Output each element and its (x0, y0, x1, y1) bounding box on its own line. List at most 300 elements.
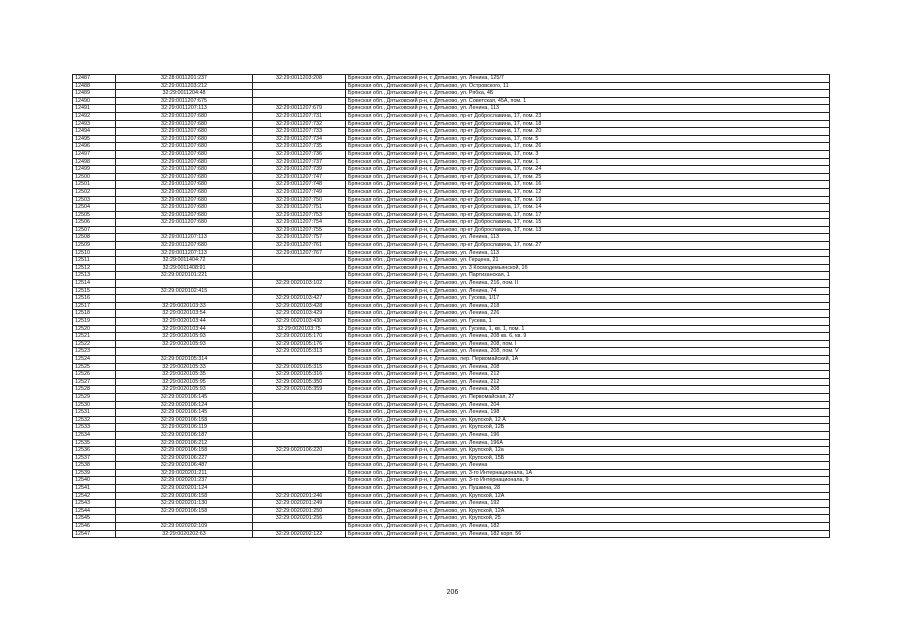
table-row (73, 409, 830, 417)
row-number-cell: 12487 (73, 75, 116, 83)
row-number-cell: 12488 (73, 82, 116, 90)
row-number-cell: 12499 (73, 166, 116, 174)
address-cell: Брянская обл., Дятьковский р-н, г. Дятьково, ул. Ленина, 125/7 (346, 75, 830, 83)
cadastral-number-cell: 32:29:0020202:63 (116, 530, 253, 538)
object-number-cell: 32:29:0020201:256 (253, 515, 346, 523)
address-cell: Брянская обл., Дятьковский р-н, г. Дятьково, пр-кт Доброславина, 17, пом. 16 (346, 181, 830, 189)
table-row (73, 393, 830, 401)
table-row (73, 515, 830, 523)
cadastral-number-cell: 32:29:0011404:72 (116, 257, 253, 265)
address-cell: Брянская обл., Дятьковский р-н, г. Дятьково, пр-кт Доброславина, 17, пом. 18 (346, 120, 830, 128)
cadastral-number-cell: 32:29:0011207:680 (116, 120, 253, 128)
table-row (73, 439, 830, 447)
cadastral-number-cell: 32:29:0020106:187 (116, 431, 253, 439)
row-number-cell: 12528 (73, 386, 116, 394)
table-row (73, 454, 830, 462)
cadastral-number-cell: 32:29:0020105:35 (116, 371, 253, 379)
row-number-cell: 12491 (73, 105, 116, 113)
table-row (73, 188, 830, 196)
object-number-cell: 32:29:0011207:767 (253, 249, 346, 257)
cadastral-number-cell: 32:29:0011207:113 (116, 234, 253, 242)
row-number-cell: 12516 (73, 295, 116, 303)
table-row (73, 226, 830, 234)
address-cell: Брянская обл., Дятьковский р-н, г. Дятьково, ул. Ленина, 113 (346, 234, 830, 242)
object-number-cell: 32:29:0020201:249 (253, 500, 346, 508)
table-row (73, 135, 830, 143)
address-cell: Брянская обл., Дятьковский р-н, г. Дятьково, ул. Крупской, 12А (346, 492, 830, 500)
address-cell: Брянская обл., Дятьковский р-н, г. Дятьково, ул. Ленина (346, 462, 830, 470)
object-number-cell: 32:29:0011207:757 (253, 234, 346, 242)
table-row (73, 469, 830, 477)
cadastral-number-cell: 32:29:0020106:119 (116, 424, 253, 432)
object-number-cell: 32:29:0020106:220 (253, 447, 346, 455)
object-number-cell (253, 264, 346, 272)
registry-table-body (73, 75, 830, 538)
cadastral-number-cell: 32:29:0020105:33 (116, 363, 253, 371)
address-cell: Брянская обл., Дятьковский р-н, г. Дятьково, ул. Ленина, 196А (346, 439, 830, 447)
row-number-cell: 12509 (73, 242, 116, 250)
address-cell: Брянская обл., Дятьковский р-н, г. Дятьково, ул. Ленина, 208, пом. I (346, 340, 830, 348)
cadastral-number-cell: 32:29:0011207:113 (116, 249, 253, 257)
object-number-cell: 32:29:0011207:731 (253, 112, 346, 120)
table-row (73, 318, 830, 326)
cadastral-number-cell: 32:29:0020106:145 (116, 393, 253, 401)
address-cell: Брянская обл., Дятьковский р-н, г. Дятьково, ул. Первомайская, 27 (346, 393, 830, 401)
cadastral-number-cell: 32:29:0020201:124 (116, 485, 253, 493)
object-number-cell: 32:29:0020105:359 (253, 386, 346, 394)
row-number-cell: 12506 (73, 219, 116, 227)
cadastral-number-cell (116, 280, 253, 288)
table-row (73, 90, 830, 98)
table-row (73, 158, 830, 166)
object-number-cell (253, 523, 346, 531)
object-number-cell: 32:29:0011207:755 (253, 226, 346, 234)
table-row (73, 112, 830, 120)
table-row (73, 325, 830, 333)
table-row (73, 462, 830, 470)
object-number-cell (253, 485, 346, 493)
cadastral-number-cell: 32:29:0011207:113 (116, 105, 253, 113)
address-cell: Брянская обл., Дятьковский р-н, г. Дятьково, ул. Рябка, 4Б (346, 90, 830, 98)
address-cell: Брянская обл., Дятьковский р-н, г. Дятьково, ул. 3-го Интернационала, 1А (346, 469, 830, 477)
cadastral-number-cell: 32:29:0020106:227 (116, 454, 253, 462)
address-cell: Брянская обл., Дятьковский р-н, г. Дятьково, ул. Гусева, 1/17 (346, 295, 830, 303)
object-number-cell (253, 90, 346, 98)
cadastral-number-cell (116, 226, 253, 234)
cadastral-number-cell: 32:29:0020103:44 (116, 325, 253, 333)
address-cell: Брянская обл., Дятьковский р-н, г. Дятьково, пр-кт Доброславина, 17, пом. 27 (346, 242, 830, 250)
address-cell: Брянская обл., Дятьковский р-н, г. Дятьково, пр-кт Доброславина, 17, пом. 3 (346, 150, 830, 158)
address-cell: Брянская обл., Дятьковский р-н, г. Дятьково, ул. Партизанская, 1 (346, 272, 830, 280)
registry-table (72, 74, 830, 538)
row-number-cell: 12545 (73, 515, 116, 523)
object-number-cell: 32:29:0020103:75 (253, 325, 346, 333)
cadastral-number-cell: 32:29:0020103:33 (116, 302, 253, 310)
address-cell: Брянская обл., Дятьковский р-н, г. Дятьково, ул. Ленина, 192 (346, 500, 830, 508)
address-cell: Брянская обл., Дятьковский р-н, г. Дятьково, ул. Ленина, 212 (346, 371, 830, 379)
row-number-cell: 12541 (73, 485, 116, 493)
object-number-cell (253, 97, 346, 105)
object-number-cell: 32:29:0020105:170 (253, 333, 346, 341)
row-number-cell: 12538 (73, 462, 116, 470)
row-number-cell: 12526 (73, 371, 116, 379)
object-number-cell: 32:29:0020201:250 (253, 507, 346, 515)
row-number-cell: 12534 (73, 431, 116, 439)
address-cell: Брянская обл., Дятьковский р-н, г. Дятьково, пр-кт Доброславина, 17, пом. 17 (346, 211, 830, 219)
cadastral-number-cell: 32:29:0011207:680 (116, 219, 253, 227)
object-number-cell: 32:29:0020103:428 (253, 302, 346, 310)
table-row (73, 363, 830, 371)
address-cell: Брянская обл., Дятьковский р-н, г. Дятьково, ул. Крупской, 25 (346, 515, 830, 523)
cadastral-number-cell: 32:29:0020106:158 (116, 416, 253, 424)
row-number-cell: 12490 (73, 97, 116, 105)
object-number-cell: 32:29:0011207:749 (253, 188, 346, 196)
cadastral-number-cell: 32:29:0020103:44 (116, 318, 253, 326)
table-row (73, 310, 830, 318)
cadastral-number-cell: 32:29:0011207:680 (116, 173, 253, 181)
cadastral-number-cell: 32:29:0020201:211 (116, 469, 253, 477)
table-row (73, 150, 830, 158)
table-row (73, 219, 830, 227)
address-cell: Брянская обл., Дятьковский р-н, г. Дятьково, пр-кт Доброславина, 17, пом. 25 (346, 173, 830, 181)
table-row (73, 530, 830, 538)
cadastral-number-cell: 32:29:0011408:91 (116, 264, 253, 272)
cadastral-number-cell: 32:29:0020202:109 (116, 523, 253, 531)
address-cell: Брянская обл., Дятьковский р-н, г. Дятьково, ул. Крупской, 12Б (346, 424, 830, 432)
cadastral-number-cell: 32:29:0020105:93 (116, 386, 253, 394)
table-row (73, 492, 830, 500)
row-number-cell: 12532 (73, 416, 116, 424)
address-cell: Брянская обл., Дятьковский р-н, г. Дятьково, ул. Ленина, 182 корп. 56 (346, 530, 830, 538)
row-number-cell: 12505 (73, 211, 116, 219)
address-cell: Брянская обл., Дятьковский р-н, г. Дятьково, ул. Ленина, 226 (346, 310, 830, 318)
object-number-cell (253, 454, 346, 462)
object-number-cell: 32:29:0020103:430 (253, 318, 346, 326)
row-number-cell: 12517 (73, 302, 116, 310)
row-number-cell: 12536 (73, 447, 116, 455)
object-number-cell: 32:29:0011207:737 (253, 158, 346, 166)
table-row (73, 302, 830, 310)
address-cell: Брянская обл., Дятьковский р-н, г. Дятьково, пр-кт Доброславина, 17, пом. 13 (346, 226, 830, 234)
address-cell: Брянская обл., Дятьковский р-н, г. Дятьково, ул. Крупской, 12а (346, 447, 830, 455)
cadastral-number-cell (116, 515, 253, 523)
object-number-cell: 32:29:0011203:208 (253, 75, 346, 83)
row-number-cell: 12495 (73, 135, 116, 143)
table-row (73, 295, 830, 303)
row-number-cell: 12494 (73, 128, 116, 136)
cadastral-number-cell: 32:29:0011207:680 (116, 211, 253, 219)
cadastral-number-cell: 32:29:0020106:124 (116, 401, 253, 409)
cadastral-number-cell: 32:29:0011203:212 (116, 82, 253, 90)
row-number-cell: 12493 (73, 120, 116, 128)
table-row (73, 348, 830, 356)
address-cell: Брянская обл., Дятьковский р-н, г. Дятьково, пр-кт Доброславина, 17, пом. 15 (346, 219, 830, 227)
object-number-cell: 32:29:0020103:427 (253, 295, 346, 303)
table-row (73, 500, 830, 508)
object-number-cell: 32:29:0020105:316 (253, 371, 346, 379)
cadastral-number-cell: 32:29:0020106:145 (116, 409, 253, 417)
cadastral-number-cell (116, 348, 253, 356)
address-cell: Брянская обл., Дятьковский р-н, г. Дятьково, ул. Ленина, 208 кв. 6, кв. 9 (346, 333, 830, 341)
row-number-cell: 12501 (73, 181, 116, 189)
address-cell: Брянская обл., Дятьковский р-н, г. Дятьково, пр-кт Доброславина, 17, пом. 19 (346, 196, 830, 204)
table-row (73, 82, 830, 90)
table-row (73, 257, 830, 265)
address-cell: Брянская обл., Дятьковский р-н, г. Дятьково, ул. 3 Космодемьянской, 1б (346, 264, 830, 272)
cadastral-number-cell: 32:29:0011207:680 (116, 112, 253, 120)
address-cell: Брянская обл., Дятьковский р-н, г. Дятьково, ул. Пушкина, 28 (346, 485, 830, 493)
address-cell: Брянская обл., Дятьковский р-н, г. Дятьково, пр-кт Доброславина, 17, пом. 5 (346, 135, 830, 143)
object-number-cell (253, 462, 346, 470)
cadastral-number-cell: 32:29:0020101:221 (116, 272, 253, 280)
object-number-cell (253, 355, 346, 363)
table-row (73, 242, 830, 250)
page-number: 206 (446, 589, 459, 596)
cadastral-number-cell: 32:29:0011207:675 (116, 97, 253, 105)
row-number-cell: 12507 (73, 226, 116, 234)
cadastral-number-cell: 32:29:0011207:680 (116, 128, 253, 136)
address-cell: Брянская обл., Дятьковский р-н, г. Дятьково, ул. Ленина, 208 (346, 363, 830, 371)
cadastral-number-cell: 32:29:0011207:680 (116, 242, 253, 250)
table-row (73, 234, 830, 242)
cadastral-number-cell: 32:29:0011207:680 (116, 196, 253, 204)
table-row (73, 128, 830, 136)
cadastral-number-cell: 32:29:0011207:680 (116, 181, 253, 189)
row-number-cell: 12489 (73, 90, 116, 98)
address-cell: Брянская обл., Дятьковский р-н, г. Дятьково, ул. 3-го Интернационала, 9 (346, 477, 830, 485)
row-number-cell: 12544 (73, 507, 116, 515)
address-cell: Брянская обл., Дятьковский р-н, г. Дятьково, ул. Ленина, 216, пом. II (346, 280, 830, 288)
table-row (73, 340, 830, 348)
row-number-cell: 12525 (73, 363, 116, 371)
table-row (73, 143, 830, 151)
address-cell: Брянская обл., Дятьковский р-н, г. Дятьково, пр-кт Доброславина, 17, пом. 1 (346, 158, 830, 166)
address-cell: Брянская обл., Дятьковский р-н, г. Дятьково, ул. Крупской, 15Б (346, 454, 830, 462)
cadastral-number-cell: 32:29:0020201:237 (116, 477, 253, 485)
row-number-cell: 12539 (73, 469, 116, 477)
address-cell: Брянская обл., Дятьковский р-н, г. Дятьково, ул. Ленина, 196 (346, 431, 830, 439)
cadastral-number-cell: 32:29:0011207:680 (116, 143, 253, 151)
address-cell: Брянская обл., Дятьковский р-н, г. Дятьково, ул. Ленина, 212 (346, 378, 830, 386)
row-number-cell: 12530 (73, 401, 116, 409)
table-row (73, 173, 830, 181)
table-row (73, 447, 830, 455)
table-row (73, 287, 830, 295)
address-cell: Брянская обл., Дятьковский р-н, г. Дятьково, ул. Ленина, 113 (346, 249, 830, 257)
row-number-cell: 12547 (73, 530, 116, 538)
row-number-cell: 12546 (73, 523, 116, 531)
table-row (73, 477, 830, 485)
object-number-cell (253, 477, 346, 485)
address-cell: Брянская обл., Дятьковский р-н, г. Дятьково, пр-кт Доброславина, 17, пом. 12 (346, 188, 830, 196)
object-number-cell: 32:29:0020105:313 (253, 348, 346, 356)
row-number-cell: 12511 (73, 257, 116, 265)
table-row (73, 485, 830, 493)
object-number-cell: 32:29:0011207:750 (253, 196, 346, 204)
object-number-cell: 32:29:0011207:747 (253, 173, 346, 181)
address-cell: Брянская обл., Дятьковский р-н, г. Дятьково, пр-кт Доброславина, 17, пом. 26 (346, 143, 830, 151)
object-number-cell: 32:29:0011207:751 (253, 204, 346, 212)
table-row (73, 424, 830, 432)
row-number-cell: 12521 (73, 333, 116, 341)
table-row (73, 280, 830, 288)
address-cell: Брянская обл., Дятьковский р-н, г. Дятьково, ул. Ленина, 74 (346, 287, 830, 295)
object-number-cell: 32:29:0011207:734 (253, 135, 346, 143)
table-row (73, 249, 830, 257)
row-number-cell: 12508 (73, 234, 116, 242)
address-cell: Брянская обл., Дятьковский р-н, г. Дятьково, ул. Крупской, 12А (346, 507, 830, 515)
cadastral-number-cell: 32:29:0020105:93 (116, 340, 253, 348)
address-cell: Брянская обл., Дятьковский р-н, г. Дятьково, пр-кт Доброславина, 17, пом. 14 (346, 204, 830, 212)
row-number-cell: 12504 (73, 204, 116, 212)
row-number-cell: 12492 (73, 112, 116, 120)
object-number-cell: 32:29:0011207:736 (253, 150, 346, 158)
cadastral-number-cell: 32:29:0011204:48 (116, 90, 253, 98)
object-number-cell (253, 409, 346, 417)
table-row (73, 166, 830, 174)
object-number-cell (253, 431, 346, 439)
object-number-cell: 32:29:0011207:753 (253, 211, 346, 219)
object-number-cell: 32:29:0020201:246 (253, 492, 346, 500)
object-number-cell: 32:29:0011207:739 (253, 166, 346, 174)
cadastral-number-cell: 32:29:0011207:680 (116, 135, 253, 143)
row-number-cell: 12515 (73, 287, 116, 295)
object-number-cell: 32:29:0011207:761 (253, 242, 346, 250)
address-cell: Брянская обл., Дятьковский р-н, г. Дятьково, ул. Ленина, 198 (346, 409, 830, 417)
cadastral-number-cell: 32:29:0020103:54 (116, 310, 253, 318)
cadastral-number-cell: 32:29:0011207:680 (116, 188, 253, 196)
object-number-cell (253, 439, 346, 447)
cadastral-number-cell: 32:29:0020105:95 (116, 378, 253, 386)
object-number-cell: 32:29:0020103:102 (253, 280, 346, 288)
object-number-cell (253, 272, 346, 280)
table-row (73, 378, 830, 386)
row-number-cell: 12497 (73, 150, 116, 158)
object-number-cell (253, 416, 346, 424)
object-number-cell (253, 393, 346, 401)
table-row (73, 507, 830, 515)
object-number-cell (253, 82, 346, 90)
row-number-cell: 12498 (73, 158, 116, 166)
address-cell: Брянская обл., Дятьковский р-н, г. Дятьково, ул. Гусева, 1 (346, 318, 830, 326)
object-number-cell (253, 287, 346, 295)
table-row (73, 97, 830, 105)
table-row (73, 386, 830, 394)
table-row (73, 211, 830, 219)
row-number-cell: 12512 (73, 264, 116, 272)
row-number-cell: 12520 (73, 325, 116, 333)
row-number-cell: 12510 (73, 249, 116, 257)
address-cell: Брянская обл., Дятьковский р-н, г. Дятьково, ул. Ленина, 218 (346, 302, 830, 310)
address-cell: Брянская обл., Дятьковский р-н, г. Дятьково, ул. Ленина, 208 (346, 386, 830, 394)
cadastral-number-cell: 32:29:0020106:487 (116, 462, 253, 470)
address-cell: Брянская обл., Дятьковский р-н, г. Дятьково, ул. Советская, 45А, пом. 1 (346, 97, 830, 105)
row-number-cell: 12537 (73, 454, 116, 462)
cadastral-number-cell: 32:29:0011207:680 (116, 204, 253, 212)
cadastral-number-cell: 32:29:0020106:212 (116, 439, 253, 447)
row-number-cell: 12535 (73, 439, 116, 447)
table-row (73, 120, 830, 128)
row-number-cell: 12500 (73, 173, 116, 181)
cadastral-number-cell: 32:29:0020106:158 (116, 507, 253, 515)
table-row (73, 431, 830, 439)
row-number-cell: 12529 (73, 393, 116, 401)
cadastral-number-cell: 32:29:0020105:314 (116, 355, 253, 363)
object-number-cell: 32:29:0020105:350 (253, 378, 346, 386)
object-number-cell: 32:29:0011207:733 (253, 128, 346, 136)
row-number-cell: 12518 (73, 310, 116, 318)
object-number-cell: 32:29:0011207:732 (253, 120, 346, 128)
row-number-cell: 12523 (73, 348, 116, 356)
address-cell: Брянская обл., Дятьковский р-н, г. Дятьково, ул. Островского, 11 (346, 82, 830, 90)
table-row (73, 333, 830, 341)
object-number-cell: 32:29:0011207:735 (253, 143, 346, 151)
table-row (73, 204, 830, 212)
object-number-cell: 32:29:0020105:176 (253, 340, 346, 348)
table-row (73, 75, 830, 83)
address-cell: Брянская обл., Дятьковский р-н, г. Дятьково, ул. Крупской, 12 А (346, 416, 830, 424)
table-row (73, 264, 830, 272)
table-row (73, 523, 830, 531)
row-number-cell: 12531 (73, 409, 116, 417)
object-number-cell (253, 424, 346, 432)
address-cell: Брянская обл., Дятьковский р-н, г. Дятьково, пр-кт Доброславина, 17, пом. 24 (346, 166, 830, 174)
cadastral-number-cell: 32:28:0011201:237 (116, 75, 253, 83)
cadastral-number-cell: 32:29:0020105:93 (116, 333, 253, 341)
table-row (73, 416, 830, 424)
cadastral-number-cell: 32:29:0020106:158 (116, 447, 253, 455)
object-number-cell: 32:29:0011207:748 (253, 181, 346, 189)
row-number-cell: 12503 (73, 196, 116, 204)
object-number-cell: 32:29:0020105:315 (253, 363, 346, 371)
cadastral-number-cell: 32:29:0011207:680 (116, 166, 253, 174)
object-number-cell (253, 469, 346, 477)
address-cell: Брянская обл., Дятьковский р-н, г. Дятьково, ул. Герцена, 21 (346, 257, 830, 265)
row-number-cell: 12514 (73, 280, 116, 288)
table-row (73, 105, 830, 113)
row-number-cell: 12502 (73, 188, 116, 196)
object-number-cell: 32:29:0011207:679 (253, 105, 346, 113)
table-row (73, 355, 830, 363)
cadastral-number-cell (116, 295, 253, 303)
table-row (73, 181, 830, 189)
address-cell: Брянская обл., Дятьковский р-н, г. Дятьково, ул. Ленина, 208, пом. V (346, 348, 830, 356)
cadastral-number-cell: 32:29:0011207:680 (116, 158, 253, 166)
row-number-cell: 12543 (73, 500, 116, 508)
cadastral-number-cell: 32:29:0020201:130 (116, 500, 253, 508)
object-number-cell: 32:29:0020103:429 (253, 310, 346, 318)
address-cell: Брянская обл., Дятьковский р-н, г. Дятьково, пер. Первомайский, 1А (346, 355, 830, 363)
table-row (73, 401, 830, 409)
cadastral-number-cell: 32:29:0011207:680 (116, 150, 253, 158)
row-number-cell: 12513 (73, 272, 116, 280)
row-number-cell: 12496 (73, 143, 116, 151)
address-cell: Брянская обл., Дятьковский р-н, г. Дятьково, ул. Ленина, 113 (346, 105, 830, 113)
object-number-cell (253, 401, 346, 409)
address-cell: Брянская обл., Дятьковский р-н, г. Дятьково, пр-кт Доброславина, 17, пом. 20 (346, 128, 830, 136)
cadastral-number-cell: 32:29:0020102:415 (116, 287, 253, 295)
row-number-cell: 12527 (73, 378, 116, 386)
row-number-cell: 12540 (73, 477, 116, 485)
object-number-cell: 32:29:0011207:754 (253, 219, 346, 227)
row-number-cell: 12533 (73, 424, 116, 432)
table-row (73, 371, 830, 379)
row-number-cell: 12519 (73, 318, 116, 326)
cadastral-number-cell: 32:29:0020106:158 (116, 492, 253, 500)
address-cell: Брянская обл., Дятьковский р-н, г. Дятьково, ул. Ленина, 182 (346, 523, 830, 531)
object-number-cell (253, 257, 346, 265)
row-number-cell: 12524 (73, 355, 116, 363)
